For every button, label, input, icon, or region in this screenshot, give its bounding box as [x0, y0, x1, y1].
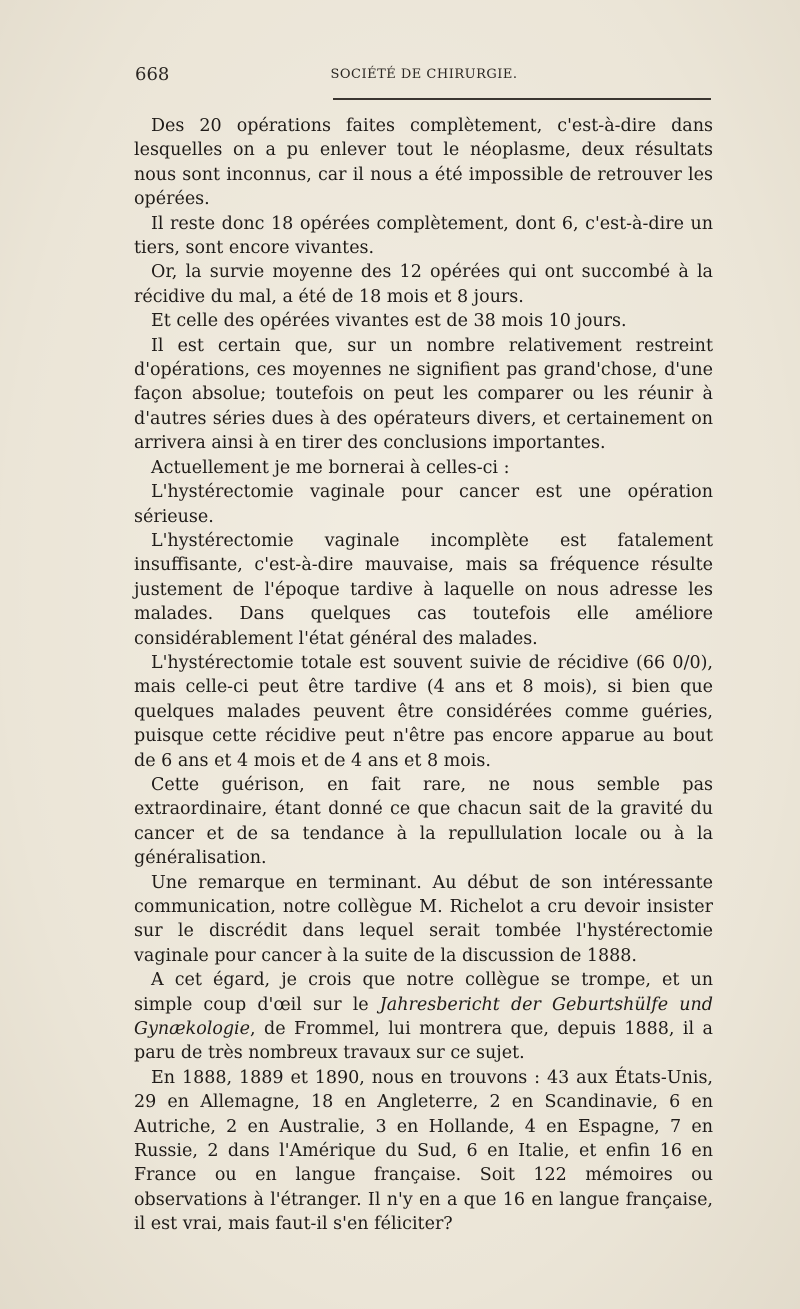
paragraph-text: , de Frommel, lui montrera que, depuis 1888, il a paru de très nombreux travaux sur ce sujet. [134, 1019, 713, 1064]
paragraph: Or, la survie moyenne des 12 opérées qui ont succombé à la récidive du mal, a été de 18 mois et 8 jours. [134, 262, 713, 307]
page-header [135, 64, 713, 88]
paragraph: Actuellement je me bornerai à celles-ci : [151, 457, 510, 478]
paragraph: L'hystérectomie totale est souvent suivie de récidive (66 0/0), mais celle-ci peut être tardive (4 ans et 8 mois), si bien que quelques malades peuvent être considérées comme guéries, puisque cette récidive peut n'être pas encore apparue au bout de 6 ans et 4 mois et de 4 ans et 8 mois. [134, 652, 713, 771]
paragraph: Cette guérison, en fait rare, ne nous semble pas extraordinaire, étant donné ce que chacun sait de la gravité du cancer et de sa tendance à la repullulation locale ou à la généralisation. [134, 774, 713, 869]
paragraph: Et celle des opérées vivantes est de 38 mois 10 jours. [151, 311, 627, 332]
journal-title: Jahresbericht der Geburtshülfe und Gynækologie [134, 994, 713, 1040]
paragraph: L'hystérectomie vaginale incomplète est fatalement insuffisante, c'est-à-dire mauvaise, mais sa fréquence résulte justement de l'époque tardive à laquelle on nous adresse les malades. Dans quelques cas toutefois elle améliore considérablement l'état général des malades. [134, 530, 713, 649]
paragraph-text: A cet égard, je crois que notre collègue se trompe, et un simple coup d'œil sur le [134, 970, 713, 1015]
page-number: 668 [135, 64, 170, 85]
header-rule [333, 98, 711, 100]
paragraph: Il reste donc 18 opérées complètement, dont 6, c'est-à-dire un tiers, sont encore vivantes. [134, 213, 713, 259]
paragraph: Des 20 opérations faites complètement, c'est-à-dire dans lesquelles on a pu enlever tout le néoplasme, deux résultats nous sont inconnus, car il nous a été impossible de retrouver les opérées. [134, 116, 713, 210]
paragraph: Il est certain que, sur un nombre relativement restreint d'opérations, ces moyennes ne signifient pas grand'chose, d'une façon absolue; toutefois on peut les comparer ou les réunir à d'autres séries dues à des opérateurs divers, et certainement on arrivera ainsi à en tirer des conclusions importantes. [134, 335, 713, 454]
paragraph-jahresbericht [134, 968, 713, 1066]
paragraph: L'hystérectomie vaginale pour cancer est une opération sérieuse. [134, 482, 713, 527]
paragraph-final: En 1888, 1889 et 1890, nous en trouvons : 43 aux États-Unis, 29 en Allemagne, 18 en Angleterre, 2 en Scandinavie, 6 en Autriche, 2 en Australie, 3 en Hollande, 4 en Espagne, 7 en Russie, 2 dans l'Amérique du Sud, 6 en Italie, et enfin 16 en France ou en langue française. Soit 122 mémoires ou observations à l'étranger. Il n'y en a que 16 en langue française, il est vrai, mais faut-il s'en féliciter? [134, 1067, 713, 1235]
paragraph: Une remarque en terminant. Au début de son intéressante communication, notre collègue M. Richelot a cru devoir insister sur le discrédit dans lequel serait tombée l'hystérectomie vaginale pour cancer à la suite de la discussion de 1888. [134, 872, 713, 966]
running-head: SOCIÉTÉ DE CHIRURGIE. [330, 67, 518, 82]
body-text [134, 114, 713, 1237]
